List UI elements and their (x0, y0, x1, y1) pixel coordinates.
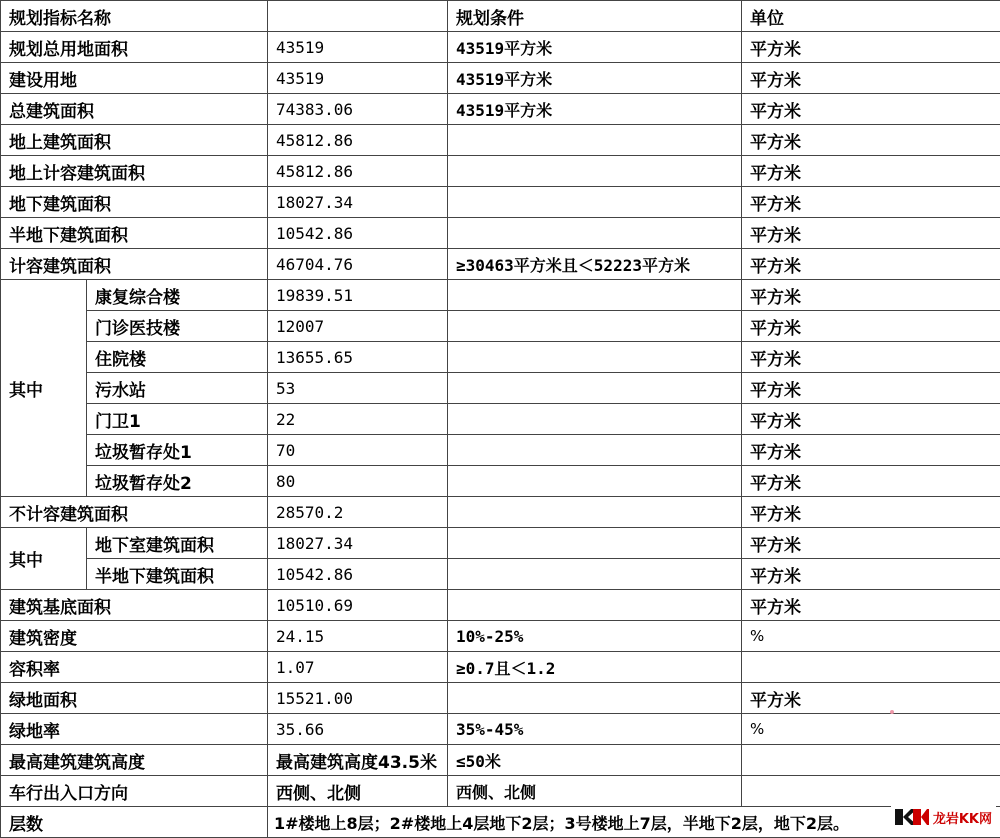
floors-value-cell: 1#楼地上8层；2#楼地上4层地下2层；3号楼地上7层，半地下2层，地下2层。 (268, 807, 1000, 838)
unit-cell: 平方米 (742, 156, 1000, 187)
table-row (1, 466, 1000, 497)
condition-cell (448, 311, 742, 342)
header-value-cell (268, 1, 448, 32)
indicator-name-cell: 地上计容建筑面积 (1, 156, 268, 187)
condition-cell: ≥0.7且＜1.2 (448, 652, 742, 683)
unit-cell: 平方米 (742, 528, 1000, 559)
decorative-dot (890, 710, 894, 714)
indicator-name-cell: 规划总用地面积 (1, 32, 268, 63)
indicator-name-cell: 建设用地 (1, 63, 268, 94)
condition-cell: 43519平方米 (448, 94, 742, 125)
value-cell: 45812.86 (268, 125, 448, 156)
value-cell: 22 (268, 404, 448, 435)
watermark-text: 龙岩KK网 (933, 808, 992, 827)
table-row (1, 652, 1000, 683)
value-cell: 最高建筑高度43.5米 (268, 745, 448, 776)
condition-cell (448, 528, 742, 559)
condition-cell (448, 683, 742, 714)
unit-cell: 平方米 (742, 249, 1000, 280)
unit-cell: 平方米 (742, 280, 1000, 311)
value-cell: 45812.86 (268, 156, 448, 187)
sub-indicator-name-cell: 污水站 (87, 373, 268, 404)
site-watermark (891, 804, 996, 830)
value-cell: 80 (268, 466, 448, 497)
unit-cell (742, 652, 1000, 683)
unit-cell: 平方米 (742, 404, 1000, 435)
condition-cell (448, 466, 742, 497)
sub-indicator-name-cell: 门诊医技楼 (87, 311, 268, 342)
condition-cell: 10%-25% (448, 621, 742, 652)
table-row (1, 776, 1000, 807)
unit-cell: 平方米 (742, 125, 1000, 156)
indicator-name-cell: 地下建筑面积 (1, 187, 268, 218)
table-row (1, 745, 1000, 776)
indicator-name-cell: 不计容建筑面积 (1, 497, 268, 528)
value-cell: 70 (268, 435, 448, 466)
table-row (1, 156, 1000, 187)
floors-row (1, 807, 1000, 838)
value-cell: 43519 (268, 63, 448, 94)
condition-cell (448, 218, 742, 249)
table-row (1, 125, 1000, 156)
table-row (1, 404, 1000, 435)
unit-cell (742, 745, 1000, 776)
group-label-cell: 其中 (1, 528, 87, 590)
table-header-row (1, 1, 1000, 32)
indicator-name-cell: 总建筑面积 (1, 94, 268, 125)
condition-cell (448, 125, 742, 156)
unit-cell: % (742, 714, 1000, 745)
indicator-name-cell: 计容建筑面积 (1, 249, 268, 280)
condition-cell: 43519平方米 (448, 63, 742, 94)
condition-cell (448, 590, 742, 621)
unit-cell: 平方米 (742, 466, 1000, 497)
sub-indicator-name-cell: 门卫1 (87, 404, 268, 435)
value-cell: 53 (268, 373, 448, 404)
condition-cell (448, 404, 742, 435)
value-cell: 15521.00 (268, 683, 448, 714)
unit-cell: 平方米 (742, 32, 1000, 63)
table-row (1, 63, 1000, 94)
condition-cell (448, 156, 742, 187)
unit-cell: 平方米 (742, 559, 1000, 590)
value-cell: 46704.76 (268, 249, 448, 280)
sub-indicator-name-cell: 地下室建筑面积 (87, 528, 268, 559)
sub-indicator-name-cell: 康复综合楼 (87, 280, 268, 311)
indicator-name-cell: 最高建筑建筑高度 (1, 745, 268, 776)
indicator-name-cell: 车行出入口方向 (1, 776, 268, 807)
unit-cell: 平方米 (742, 373, 1000, 404)
condition-cell (448, 497, 742, 528)
value-cell: 10510.69 (268, 590, 448, 621)
table-row (1, 342, 1000, 373)
table-row (1, 32, 1000, 63)
header-name-cell: 规划指标名称 (1, 1, 268, 32)
unit-cell: 平方米 (742, 94, 1000, 125)
condition-cell: 西侧、北侧 (448, 776, 742, 807)
kk-logo-icon (895, 806, 929, 828)
condition-cell (448, 373, 742, 404)
condition-cell (448, 559, 742, 590)
value-cell: 18027.34 (268, 187, 448, 218)
table-row (1, 94, 1000, 125)
indicator-name-cell: 容积率 (1, 652, 268, 683)
value-cell: 28570.2 (268, 497, 448, 528)
indicator-name-cell: 绿地面积 (1, 683, 268, 714)
condition-cell: ≥30463平方米且＜52223平方米 (448, 249, 742, 280)
header-unit-cell: 单位 (742, 1, 1000, 32)
unit-cell: 平方米 (742, 683, 1000, 714)
unit-cell: % (742, 621, 1000, 652)
sub-indicator-name-cell: 半地下建筑面积 (87, 559, 268, 590)
sub-indicator-name-cell: 住院楼 (87, 342, 268, 373)
unit-cell: 平方米 (742, 435, 1000, 466)
value-cell: 35.66 (268, 714, 448, 745)
value-cell: 10542.86 (268, 559, 448, 590)
table-row (1, 187, 1000, 218)
indicator-name-cell: 半地下建筑面积 (1, 218, 268, 249)
value-cell: 西侧、北侧 (268, 776, 448, 807)
header-condition-cell: 规划条件 (448, 1, 742, 32)
value-cell: 1.07 (268, 652, 448, 683)
indicator-name-cell: 建筑基底面积 (1, 590, 268, 621)
condition-cell: ≤50米 (448, 745, 742, 776)
value-cell: 12007 (268, 311, 448, 342)
table-row (1, 683, 1000, 714)
unit-cell: 平方米 (742, 311, 1000, 342)
value-cell: 24.15 (268, 621, 448, 652)
table-row (1, 311, 1000, 342)
unit-cell: 平方米 (742, 187, 1000, 218)
table-row (1, 435, 1000, 466)
value-cell: 74383.06 (268, 94, 448, 125)
table-row (1, 373, 1000, 404)
unit-cell (742, 776, 1000, 807)
unit-cell: 平方米 (742, 63, 1000, 94)
table-row (1, 497, 1000, 528)
condition-cell (448, 342, 742, 373)
indicator-name-cell: 地上建筑面积 (1, 125, 268, 156)
unit-cell: 平方米 (742, 590, 1000, 621)
unit-cell: 平方米 (742, 342, 1000, 373)
sub-indicator-name-cell: 垃圾暂存处2 (87, 466, 268, 497)
value-cell: 19839.51 (268, 280, 448, 311)
group-label-cell: 其中 (1, 280, 87, 497)
table-row (1, 559, 1000, 590)
condition-cell (448, 280, 742, 311)
indicator-name-cell: 层数 (1, 807, 268, 838)
table-row (1, 218, 1000, 249)
value-cell: 18027.34 (268, 528, 448, 559)
table-row (1, 714, 1000, 745)
indicator-name-cell: 绿地率 (1, 714, 268, 745)
table-row (1, 280, 1000, 311)
unit-cell: 平方米 (742, 218, 1000, 249)
indicator-name-cell: 建筑密度 (1, 621, 268, 652)
value-cell: 13655.65 (268, 342, 448, 373)
condition-cell (448, 187, 742, 218)
condition-cell (448, 435, 742, 466)
table-row (1, 621, 1000, 652)
table-row (1, 590, 1000, 621)
value-cell: 10542.86 (268, 218, 448, 249)
condition-cell: 35%-45% (448, 714, 742, 745)
unit-cell: 平方米 (742, 497, 1000, 528)
sub-indicator-name-cell: 垃圾暂存处1 (87, 435, 268, 466)
value-cell: 43519 (268, 32, 448, 63)
table-row (1, 249, 1000, 280)
condition-cell: 43519平方米 (448, 32, 742, 63)
table-row (1, 528, 1000, 559)
